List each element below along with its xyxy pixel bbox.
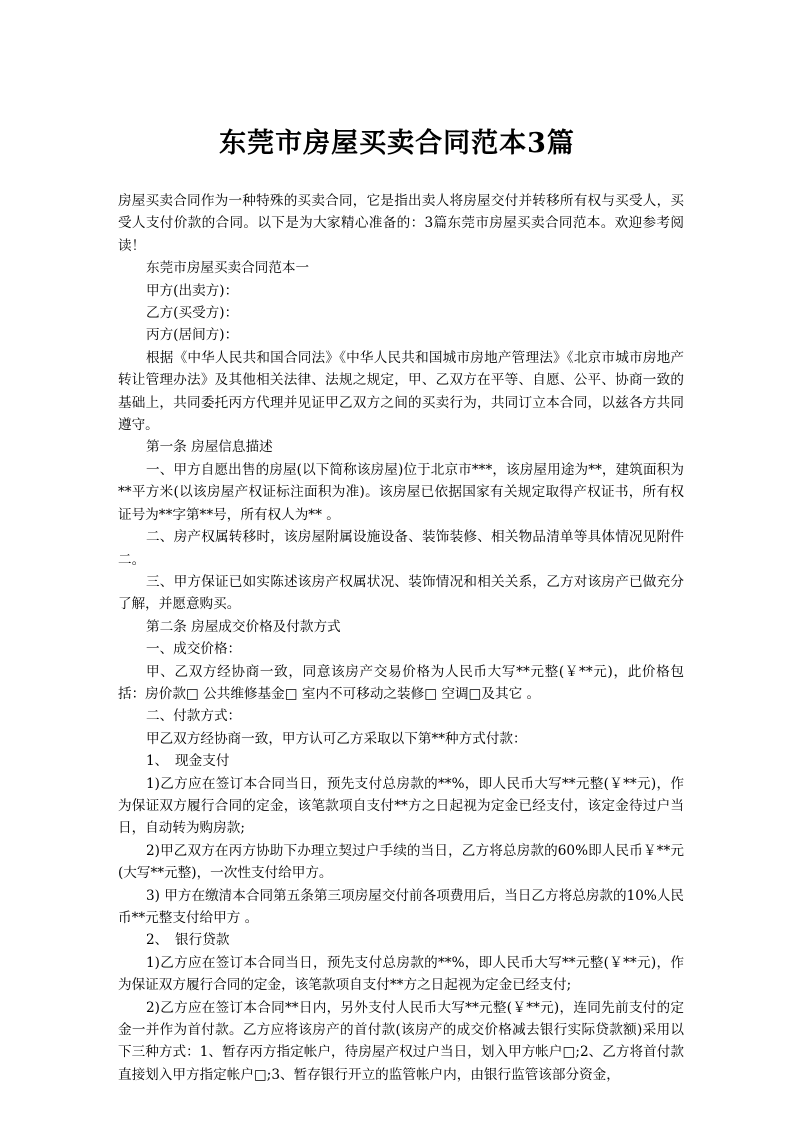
- paragraph: 1、 现金支付: [146, 753, 230, 770]
- paragraph: 2)乙方应在签订本合同**日内，另外支付人民币大写**元整(￥**元)，连同先前支付的定金一并作为首付款。乙方应将该房产的首付款(该房产的成交价格减去银行实际贷款额)采用以下三种方式：1、暂存丙方指定帐户，待房屋产权过户当日，划入甲方帐户□;2、乙方将首付款直接划入甲方指定帐户□;3、暂存银行开立的监管帐户内，由银行监管该部分资金，: [118, 999, 684, 1083]
- paragraph: 根据《中华人民共和国合同法》《中华人民共和国城市房地产管理法》《北京市城市房地产转让管理办法》及其他相关法律、法规之规定，甲、乙双方在平等、自愿、公平、协商一致的基础上，共同委托丙方代理并见证甲乙双方之间的买卖行为，共同订立本合同，以兹各方共同遵守。: [118, 349, 684, 434]
- paragraph: 第一条 房屋信息描述: [146, 439, 273, 456]
- paragraph: 1)乙方应在签订本合同当日，预先支付总房款的**%，即人民币大写**元整(￥**元)，作为保证双方履行合同的定金，该笔款项自支付**方之日起视为定金已经支付;: [118, 954, 684, 994]
- paragraph: 2)甲乙双方在丙方协助下办理立契过户手续的当日，乙方将总房款的60%即人民币￥**元(大写**元整)，一次性支付给甲方。: [118, 842, 684, 882]
- paragraph: 三、甲方保证已如实陈述该房产权属状况、装饰情况和相关关系，乙方对该房产已做充分了解，并愿意购买。: [118, 573, 684, 613]
- paragraph: 甲乙双方经协商一致，甲方认可乙方采取以下第**种方式付款：: [146, 730, 527, 747]
- paragraph: 第二条 房屋成交价格及付款方式: [146, 618, 341, 635]
- paragraph: 二、房产权属转移时，该房屋附属设施设备、装饰装修、相关物品清单等具体情况见附件二。: [118, 529, 684, 568]
- paragraph: 1)乙方应在签订本合同当日，预先支付总房款的**%，即人民币大写**元整(￥**元)，作为保证双方履行合同的定金，该笔款项自支付**方之日起视为定金已经支付，该定金待过户当日，自动转为购房款;: [118, 775, 684, 837]
- document-body: [118, 190, 684, 1086]
- paragraph: 一、甲方自愿出售的房屋(以下简称该房屋)位于北京市***，该房屋用途为**，建筑面积为**平方米(以该房屋产权证标注面积为准)。该房屋已依据国家有关规定取得产权证书，所有权证号为**字第**号，所有权人为** 。: [118, 461, 684, 523]
- paragraph: 丙方(居间方)：: [146, 327, 239, 344]
- paragraph: 一、成交价格：: [146, 641, 242, 658]
- paragraph: 甲方(出卖方)：: [146, 282, 239, 299]
- paragraph: 房屋买卖合同作为一种特殊的买卖合同，它是指出卖人将房屋交付并转移所有权与买受人，买受人支付价款的合同。以下是为大家精心准备的：3篇东莞市房屋买卖合同范本。欢迎参考阅读！: [118, 193, 684, 254]
- paragraph: 甲、乙双方经协商一致，同意该房产交易价格为人民币大写**元整(￥**元)，此价格包括：房价款□ 公共维修基金□ 室内不可移动之装修□ 空调□及其它 。: [118, 663, 684, 702]
- paragraph: 二、付款方式：: [146, 708, 242, 725]
- paragraph: 东莞市房屋买卖合同范本一: [146, 260, 310, 277]
- paragraph: 3) 甲方在缴清本合同第五条第三项房屋交付前各项费用后，当日乙方将总房款的10%人民币**元整支付给甲方 。: [118, 887, 684, 926]
- document-title: 东莞市房屋买卖合同范本3篇: [219, 128, 575, 159]
- paragraph: 2、 银行贷款: [146, 932, 230, 949]
- paragraph: 乙方(买受方)：: [146, 305, 239, 322]
